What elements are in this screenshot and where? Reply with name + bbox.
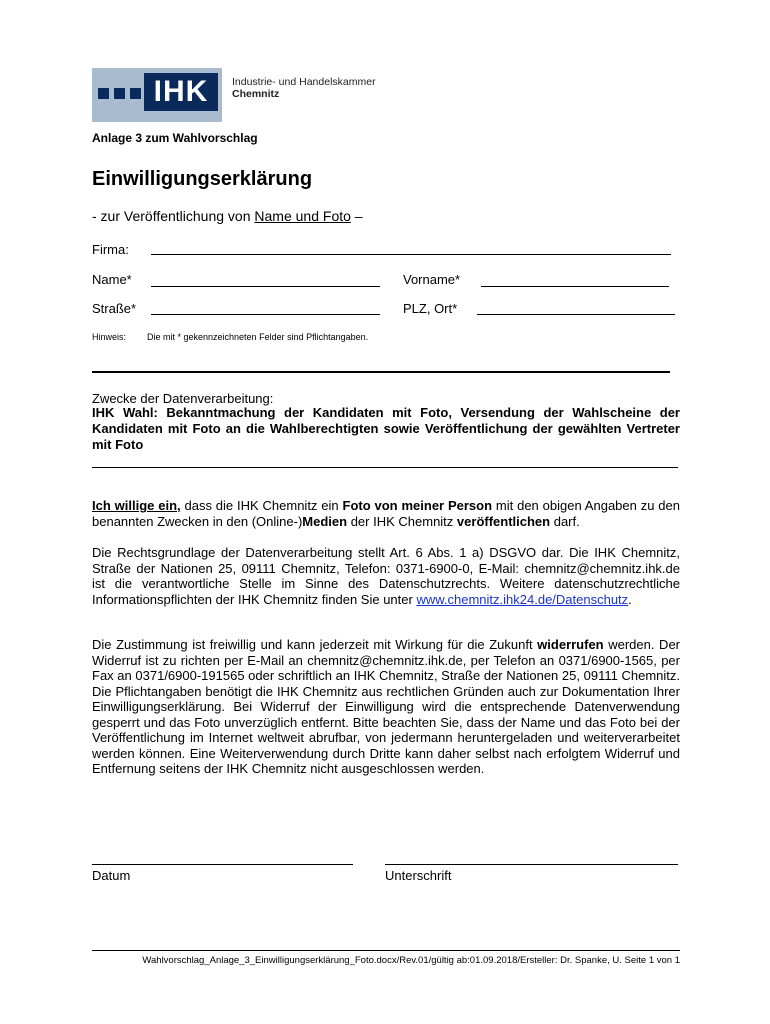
strasse-label: Straße* — [92, 301, 137, 316]
withdrawal-text: Die Zustimmung ist freiwillig und kann jederzeit mit Wirkung für die Zukunft — [92, 637, 538, 652]
logo-square-icon — [114, 88, 125, 99]
plz-ort-field[interactable] — [477, 314, 675, 315]
footer-text: Wahlvorschlag_Anlage_3_Einwilligungserklärung_Foto.docx/Rev.01/gültig ab:01.09.2018/Ersteller: Dr. Spanke, U. Seite 1 von 1 — [142, 955, 680, 966]
ihk-badge-text: IHK — [153, 75, 209, 108]
firma-field[interactable] — [151, 254, 671, 255]
consent-media: Medien — [302, 513, 348, 529]
subtitle-prefix: - zur Veröffentlichung von — [92, 208, 255, 224]
hint-label: Hinweis: — [92, 332, 127, 342]
date-label: Datum — [92, 868, 131, 883]
withdrawal-text: werden. Der Widerruf ist zu richten per E-Mail an chemnitz@chemnitz.ihk.de, per Telefon an 0371/6900-1565, per Fax an 0371/6900-191565 oder schriftlich an IHK Chemnitz, Straße der Nationen 25, 09111 Chemnitz. Die Pflichtangaben benötigt die IHK Chemnitz aus rechtlichen Gründen auch zur Dokumentation Ihrer Einwilligungserklärung. Bei Widerruf der Einwilligung wird die entsprechende Datenverwendung gesperrt und das Foto unverzüglich entfernt. Bitte beachten Sie, dass der Name und das Foto bei der Veröffentlichung im Internet weltweit abrufbar, von jedermann heruntergeladen und weiterverarbeitet werden können. Eine Weiterverwendung durch Dritte kann daher selbst nach erfolgtem Widerruf und Entfernung seitens der IHK Chemnitz nicht ausgeschlossen werden. — [92, 637, 681, 776]
subtitle-underlined: Name und Foto — [254, 208, 351, 224]
footer-divider — [92, 950, 680, 951]
privacy-link[interactable]: www.chemnitz.ihk24.de/Datenschutz — [416, 591, 629, 607]
vorname-field[interactable] — [481, 286, 669, 287]
section-divider — [92, 371, 670, 373]
plz-ort-label: PLZ, Ort* — [403, 301, 458, 316]
purpose-text: IHK Wahl: Bekanntmachung der Kandidaten mit Foto, Versendung der Wahlscheine der Kandidaten mit Foto an die Wahlberechtigten sowie Veröffentlichung der gewählten Vertreter mit Foto — [92, 405, 680, 452]
subtitle — [92, 208, 363, 224]
consent-paragraph — [92, 498, 680, 529]
date-field[interactable] — [92, 864, 353, 865]
purpose-divider — [92, 467, 678, 468]
legal-text: Die Rechtsgrundlage der Datenverarbeitung stellt Art. 6 Abs. 1 a) DSGVO dar. Die IHK Chemnitz, Straße der Nationen 25, 09111 Chemnitz, Telefon: 0371-6900-0, E-Mail: chemnitz@chemnitz.ihk.de ist die verantwortliche Stelle im Sinne des Datenschutzrechts. Weitere datenschutzrechtliche Informationspflichten der IHK Chemnitz finden Sie unter — [92, 545, 680, 607]
purpose-label: Zwecke der Datenverarbeitung: — [92, 391, 274, 406]
signature-field[interactable] — [385, 864, 678, 865]
hint-text: Die mit * gekennzeichneten Felder sind Pflichtangaben. — [147, 332, 369, 342]
consent-text: mit den obigen Angaben zu den benannten Zwecken in den (Online-) — [92, 498, 680, 529]
org-name-line2: Chemnitz — [232, 88, 280, 100]
subtitle-suffix: – — [350, 208, 363, 224]
withdrawal-paragraph — [92, 637, 680, 777]
signature-label: Unterschrift — [385, 868, 452, 883]
name-label: Name* — [92, 272, 132, 287]
vorname-label: Vorname* — [403, 272, 461, 287]
consent-publish: veröffentlichen — [456, 513, 551, 529]
legal-end: . — [628, 591, 632, 607]
withdrawal-keyword: widerrufen — [537, 637, 604, 652]
ihk-badge — [144, 73, 218, 111]
consent-text: dass die IHK Chemnitz ein — [180, 498, 343, 513]
strasse-field[interactable] — [151, 314, 380, 315]
consent-lead: Ich willige ein, — [92, 498, 181, 513]
consent-text: der IHK Chemnitz — [347, 513, 457, 529]
legal-paragraph — [92, 545, 680, 607]
consent-text: darf. — [550, 513, 580, 529]
page-title: Einwilligungserklärung — [92, 168, 313, 190]
logo-square-icon — [130, 88, 141, 99]
annex-label: Anlage 3 zum Wahlvorschlag — [92, 131, 258, 145]
logo-square-icon — [98, 88, 109, 99]
consent-photo: Foto von meiner Person — [342, 498, 493, 513]
firma-label: Firma: — [92, 242, 129, 257]
org-name-line1: Industrie- und Handelskammer — [232, 76, 376, 88]
ihk-logo — [92, 68, 222, 122]
name-field[interactable] — [151, 286, 380, 287]
